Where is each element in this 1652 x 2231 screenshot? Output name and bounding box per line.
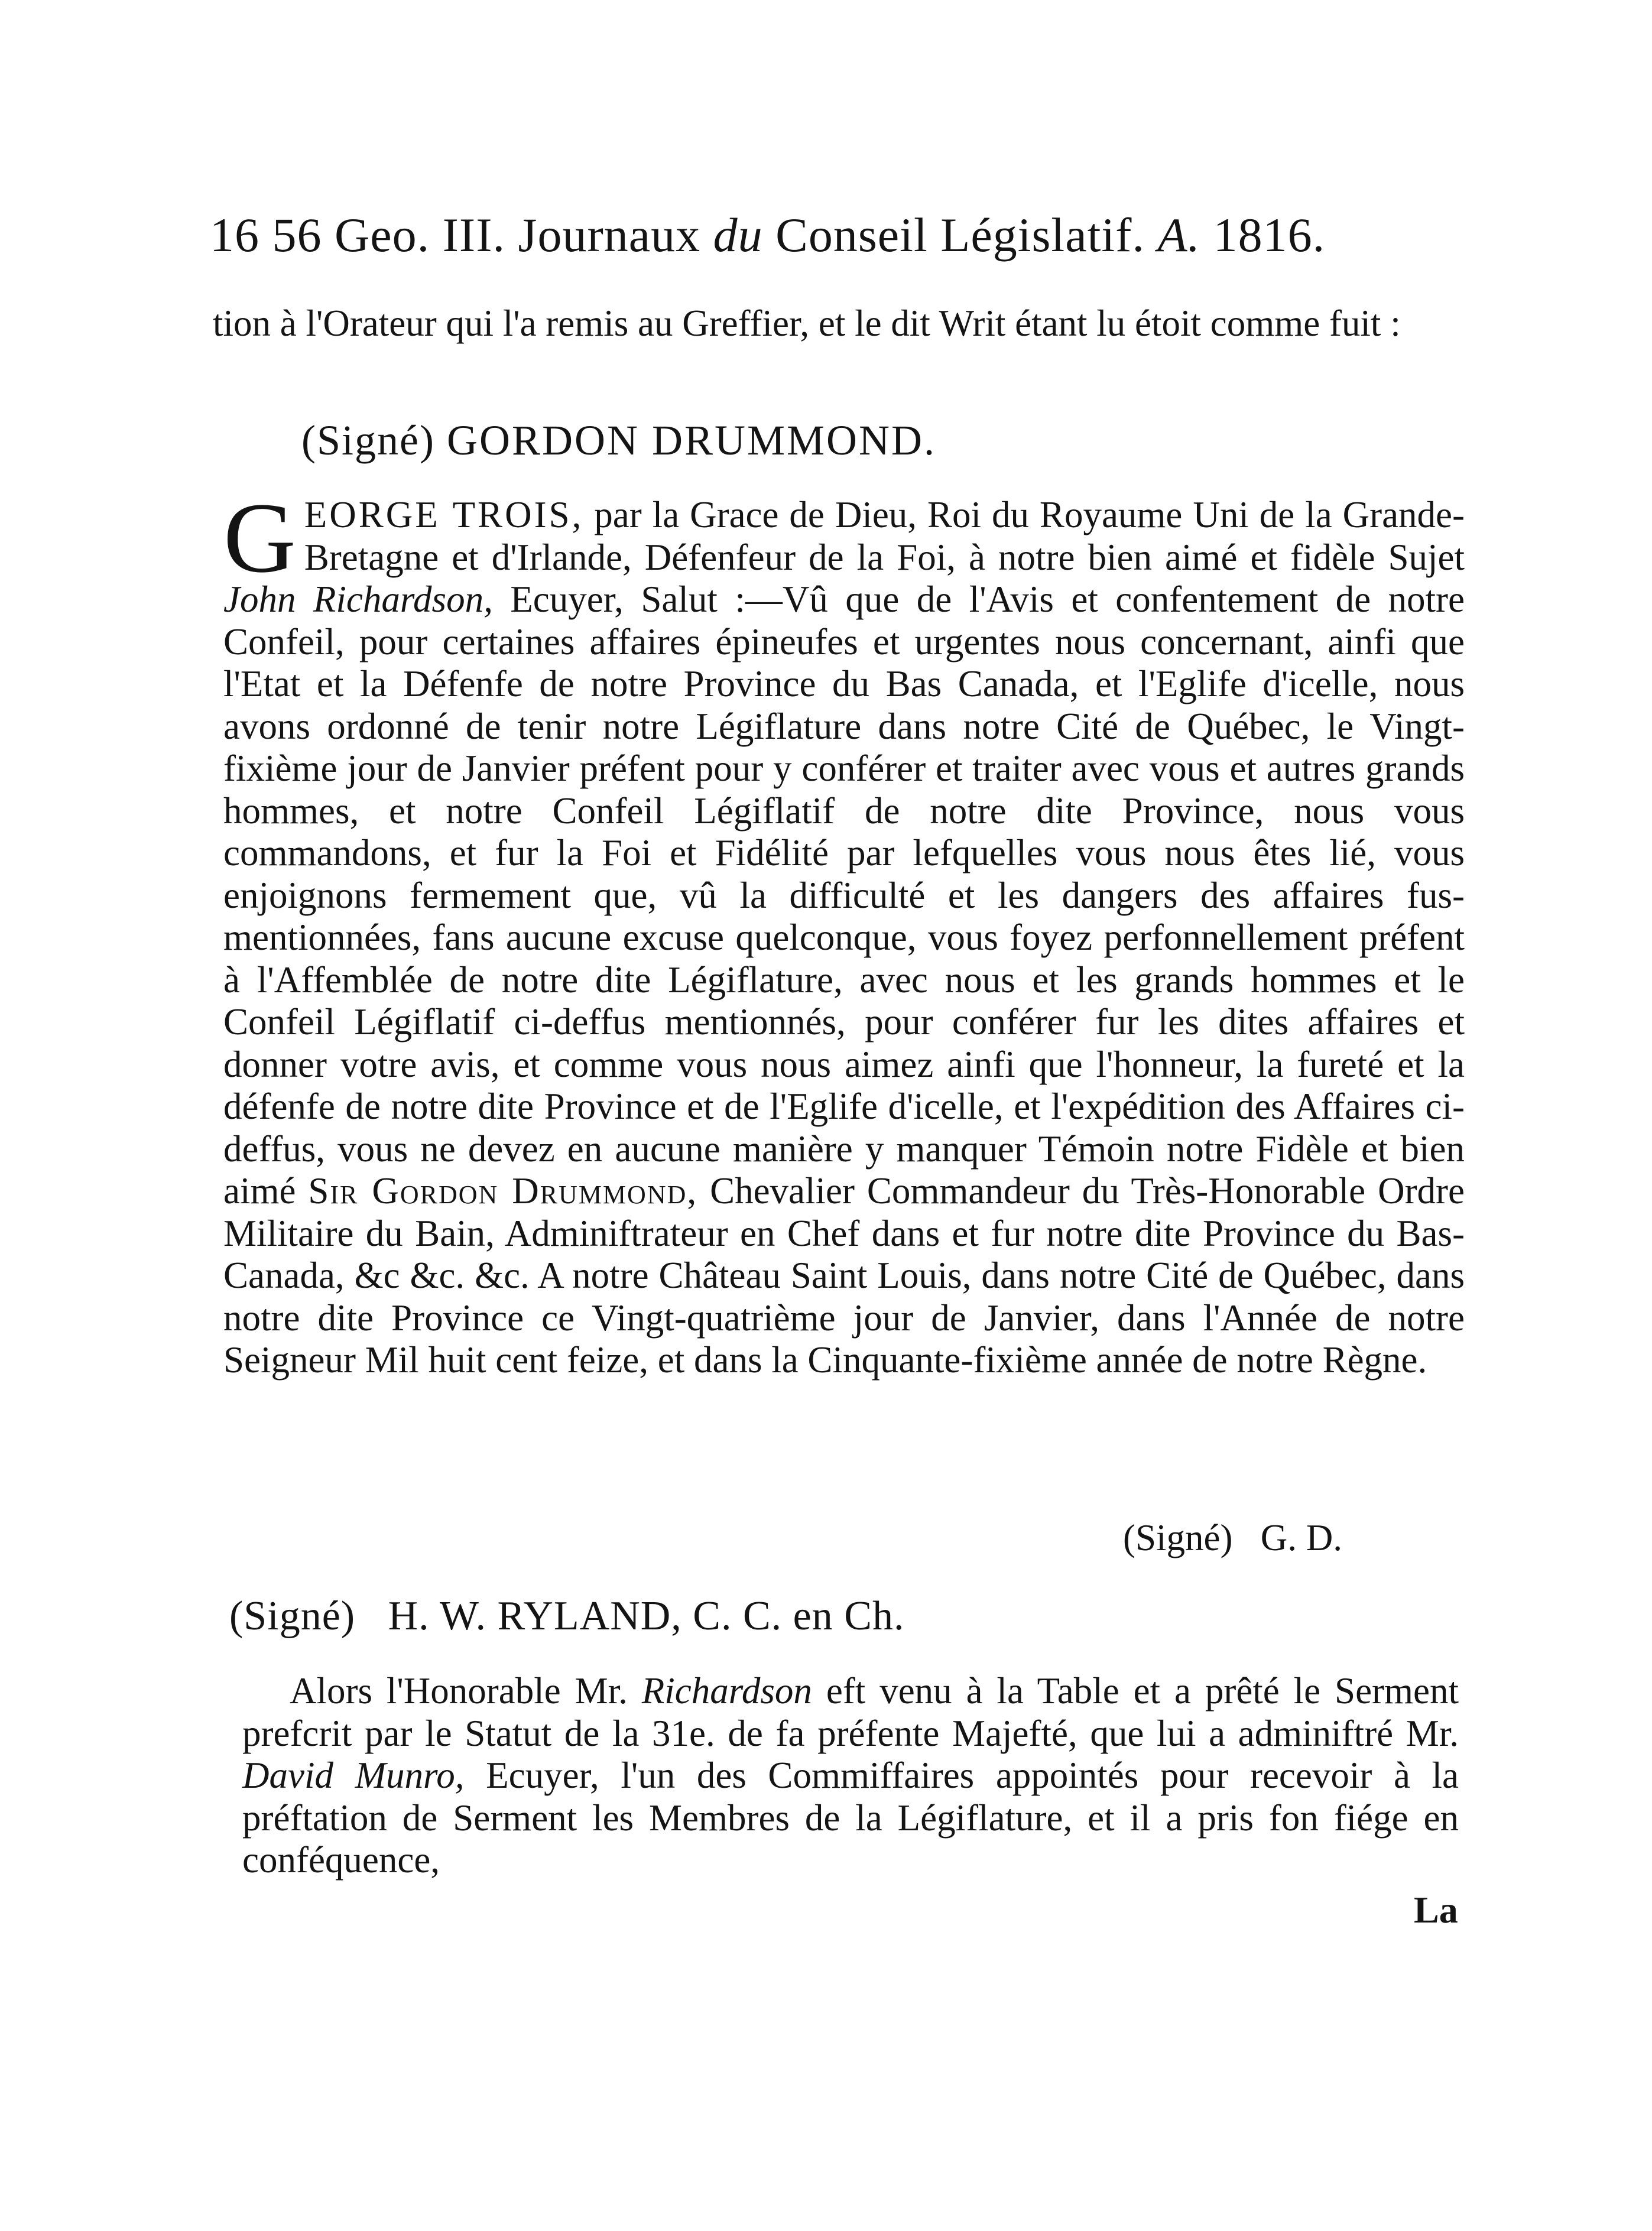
writ-signature-initials: G. D. xyxy=(1260,1517,1342,1558)
writ-paragraph xyxy=(223,482,1465,1382)
oath-name-munro: David Munro, xyxy=(242,1755,465,1796)
oath-paragraph xyxy=(242,1670,1459,1882)
writ-signature-label: (Signé) xyxy=(1123,1517,1233,1558)
header-year: 1816. xyxy=(1213,208,1326,262)
writ-text-1: par la Grace de Dieu, Roi du Royaume Uni de la Grande-Bretagne et d'Irlande, Défenfeur de la Foi, à notre bien aimé et fidèle Sujet xyxy=(304,494,1465,578)
ryland-name: H. W. RYLAND, C. C. en Ch. xyxy=(388,1593,905,1639)
writ-signature xyxy=(1123,1516,1342,1560)
signature-label: (Signé) xyxy=(301,417,435,464)
writ-text-3: Chevalier Commandeur du Très-Honorable Ordre Militaire du Bain, Adminiftrateur en Chef dans et fur notre dite Province du Bas-Canada, &c &c. &c. A notre Château Saint Louis, dans notre Cité de Québec, dans notre dite Province ce Vingt-quatrième jour de Janvier, dans l'Année de notre Seigneur Mil huit cent feize, et dans la Cinquante-fixième année de notre Règne. xyxy=(223,1170,1465,1381)
writ-name-richardson: John Richardson, xyxy=(223,579,493,620)
oath-text-2: eft venu à la Table et a prêté le Serment prefcrit par le Statut de la 31e. de fa préfente Majefté, que lui a adminiftré Mr. xyxy=(242,1670,1459,1754)
title-conseil: Conseil Législatif. xyxy=(775,208,1145,262)
title-a: A. xyxy=(1157,208,1201,262)
title-journaux: Journaux xyxy=(518,208,701,262)
title-du: du xyxy=(713,208,763,262)
running-head xyxy=(210,206,1469,265)
ryland-label: (Signé) xyxy=(229,1593,356,1639)
signature-name: GORDON DRUMMOND. xyxy=(446,417,937,464)
writ-text-2: Ecuyer, Salut :—Vû que de l'Avis et confentement de notre Confeil, pour certaines affaires épineufes et urgentes nous concernant, ainfi que l'Etat et la Défenfe de notre Province du Bas Canada, et l'Eglife d'icelle, nous avons ordonné de tenir notre Légiflature dans notre Cité de Québec, le Vingt-fixième jour de Janvier préfent pour y conférer et traiter avec vous et autres grands hommes, et notre Confeil Légiflatif de notre dite Province, nous vous commandons, et fur la Foi et Fidélité par lefquelles vous nous êtes lié, vous enjoignons fermement que, vû la difficulté et les dangers des affaires fus-mentionnées, fans aucune excuse quelconque, vous foyez perfonnellement préfent à l'Affemblée de notre dite Légiflature, avec nous et les grands hommes et le Confeil Légiflatif ci-deffus mentionnés, pour conférer fur les dites affaires et donner votre avis, et comme vous nous aimez ainfi que l'honneur, la fureté et la défenfe de notre dite Province et de l'Eglife d'icelle, et l'expédition des Affaires ci-deffus, vous ne devez en aucune manière y manquer Témoin notre Fidèle et bien aimé xyxy=(223,579,1465,1212)
drop-cap: G xyxy=(223,482,296,593)
continuation-paragraph: tion à l'Orateur qui l'a remis au Greffier, et le dit Writ étant lu étoit comme fuit : xyxy=(213,303,1401,344)
oath-text-3: Ecuyer, l'un des Commiffaires appointés pour recevoir à la préftation de Serment les Membres de la Légiflature, et il a pris fon fiége en conféquence, xyxy=(242,1755,1459,1881)
writ-lead: EORGE TROIS, xyxy=(304,494,584,535)
signature-ryland xyxy=(229,1590,904,1643)
oath-text-1: Alors l'Honorable Mr. xyxy=(290,1670,642,1712)
regnal-year: 56 Geo. III. xyxy=(272,208,506,262)
catchword: La xyxy=(1414,1889,1458,1931)
oath-name-richardson: Richardson xyxy=(641,1670,812,1712)
signature-gordon-drummond xyxy=(301,414,936,467)
writ-sir-gordon: Sir Gordon Drummond, xyxy=(308,1170,698,1212)
page-number: 16 xyxy=(210,208,259,262)
